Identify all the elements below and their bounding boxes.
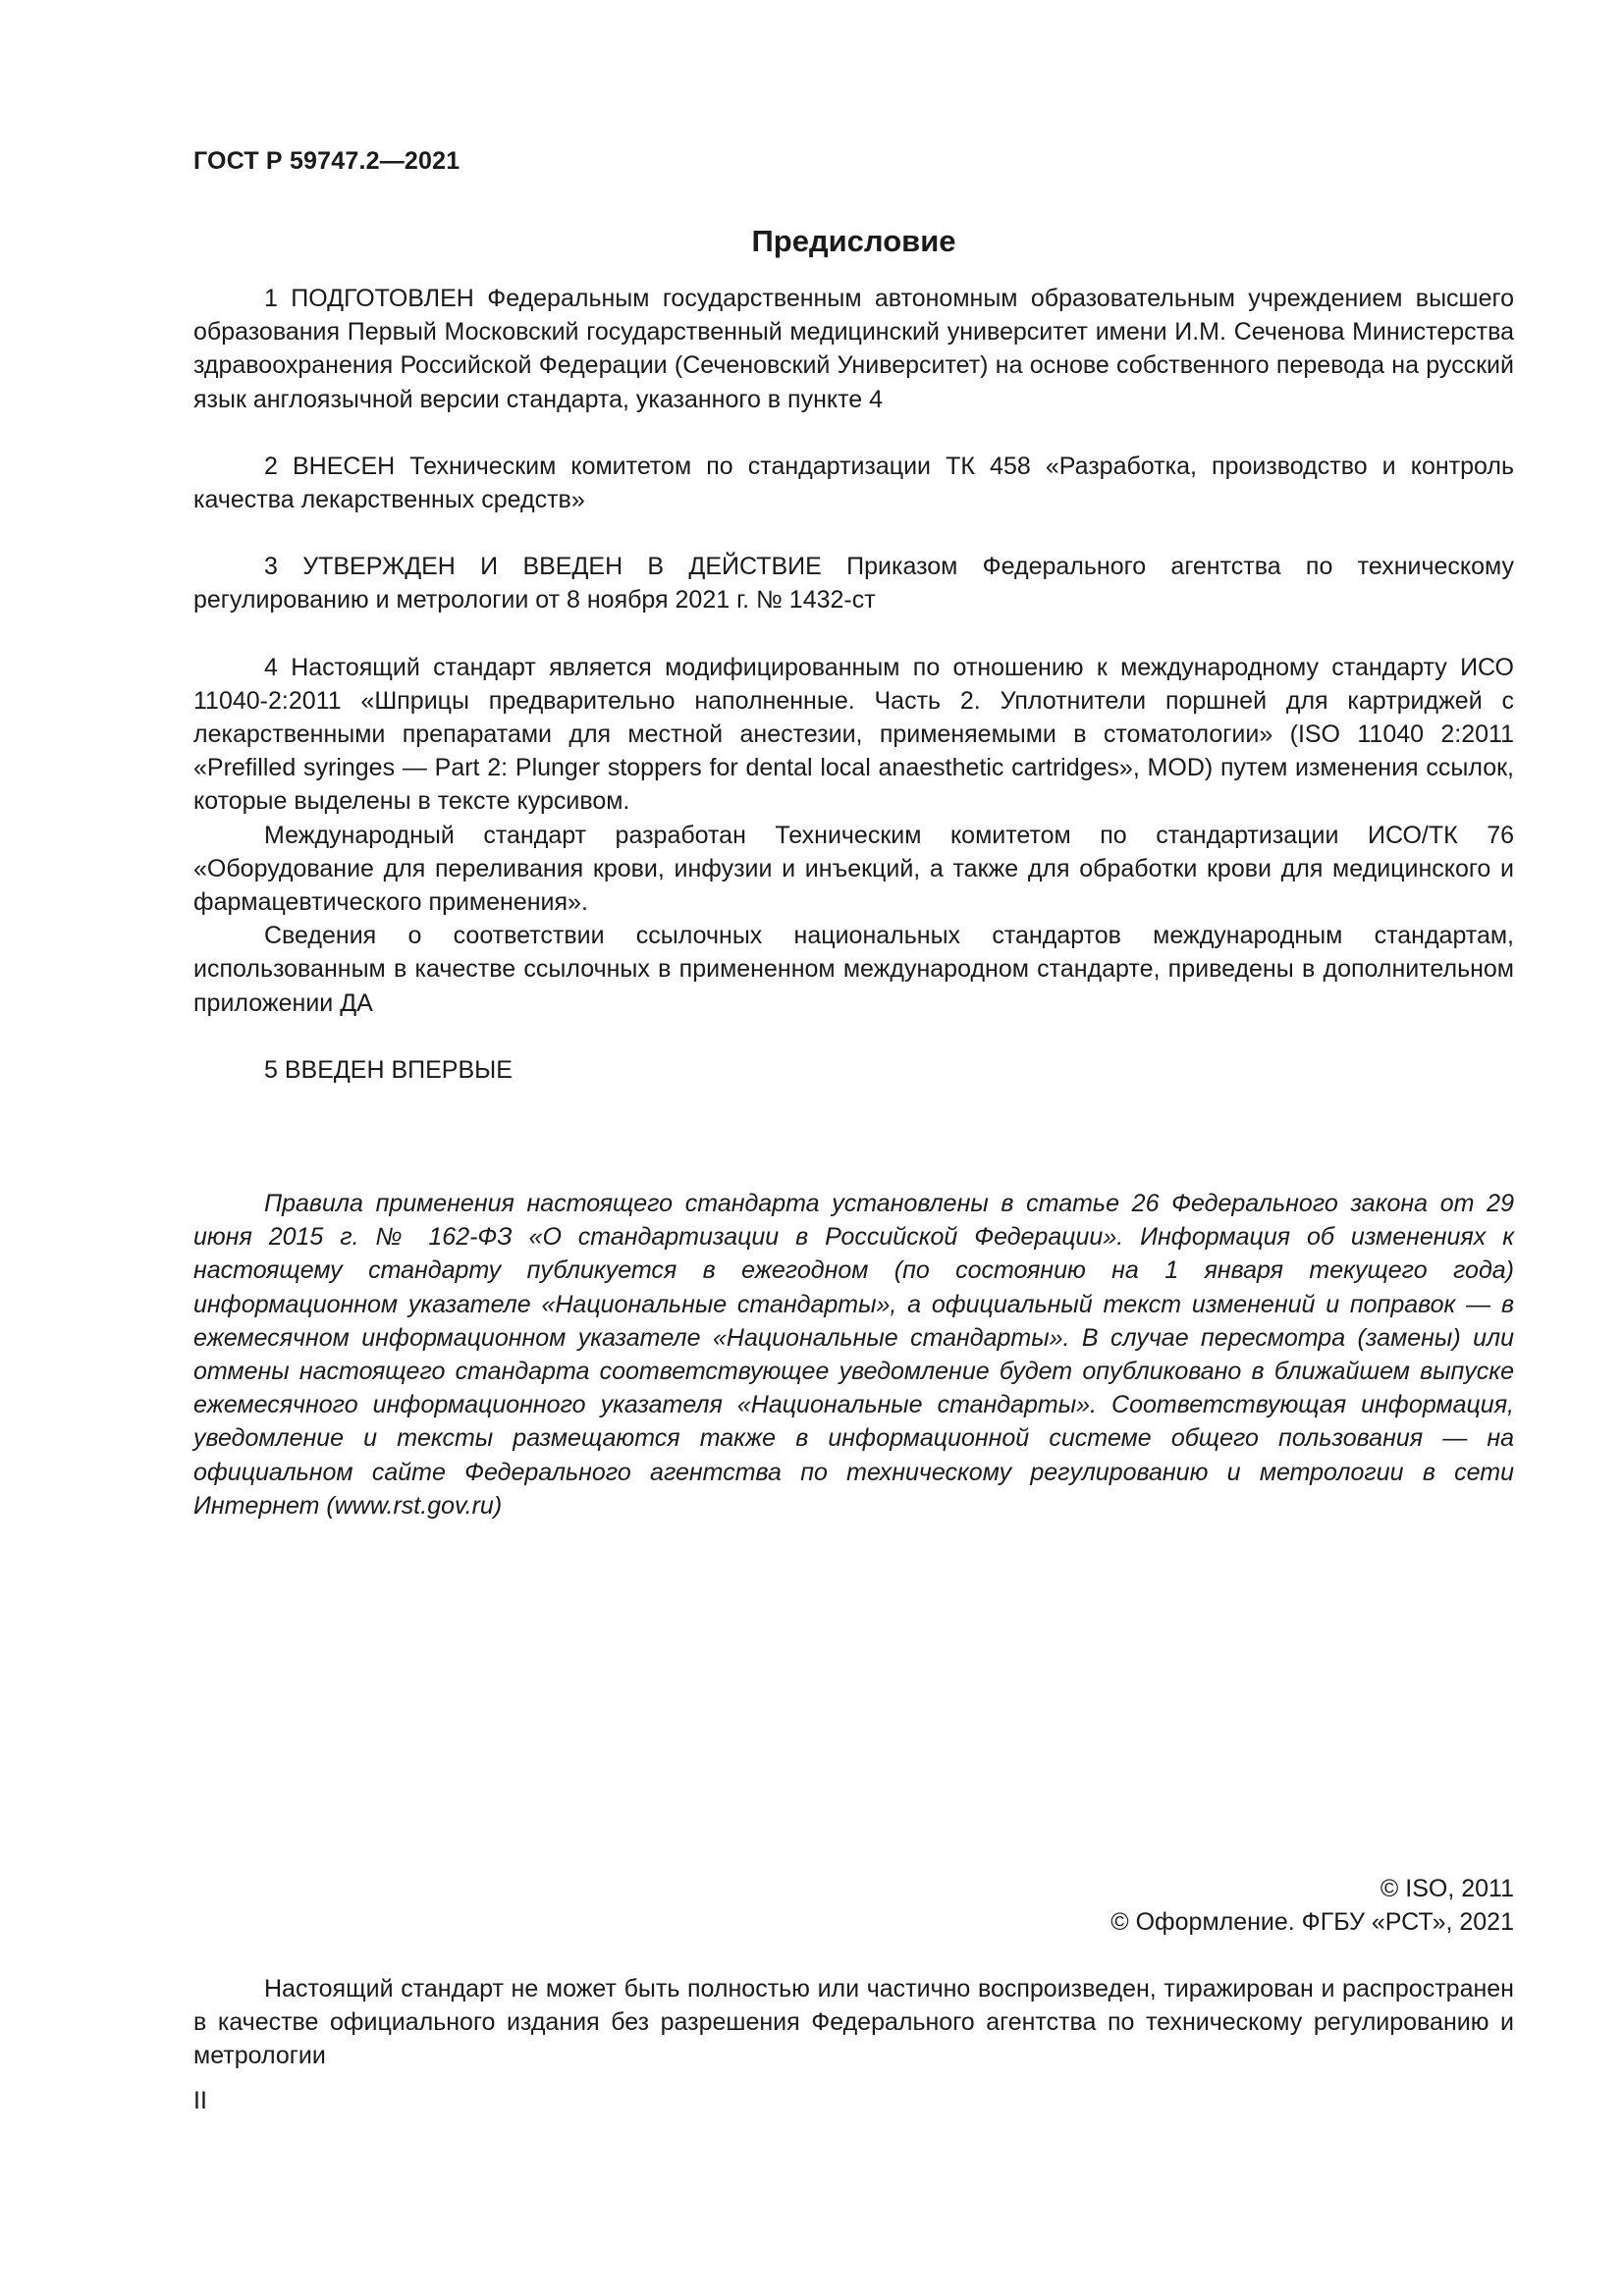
paragraph-introduced: 5 ВВЕДЕН ВПЕРВЫЕ [264, 1055, 513, 1084]
paragraph-references-info: Сведения о соответствии ссылочных национальных стандартов международным стандартам, использованным в качестве ссылочных в примененном международном стандарте, приведены в дополнительном приложении ДА [193, 922, 1514, 1017]
copyright-block [193, 1872, 1514, 1939]
standard-code: ГОСТ Р 59747.2—2021 [193, 147, 460, 175]
rules-notice: Правила применения настоящего стандарта установлены в статье 26 Федерального закона от 29 июня 2015 г. № 162-ФЗ «О стандартизации в Российской Федерации». Информация об изменениях к настоящему стандарту публикуется в ежегодном (по состоянию на 1 января текущего года) информационном указателе «Национальные стандарты», а официальный текст изменений и поправок — в ежемесячном информационном указателе «Национальные стандарты». В случае пересмотра (замены) или отмены настоящего стандарта соответствующее уведомление будет опубликовано в ближайшем выпуске ежемесячного информационного указателя «Национальные стандарты». Соответствующая информация, уведомление и тексты размещаются также в информационной системе общего пользования — на официальном сайте Федерального агентства по техническому регулированию и метрологии в сети Интернет (www.rst.gov.ru) [193, 1190, 1514, 1520]
paragraph-international-committee: Международный стандарт разработан Техническим комитетом по стандартизации ИСО/ТК 76 «Оборудование для переливания крови, инфузии и инъекций, а также для обработки крови для медицинского и фармацевтического применения». [193, 821, 1514, 917]
copyright-design: © Оформление. ФГБУ «РСТ», 2021 [1110, 1908, 1514, 1937]
paragraph-prepared: 1 ПОДГОТОВЛЕН Федеральным государственным автономным образовательным учреждением высшего образования Первый Московский государственный медицинский университет имени И.М. Сеченова Министерства здравоохранения Российской Федерации (Сеченовский Университет) на основе собственного перевода на русский язык англоязычной версии стандарта, указанного в пункте 4 [193, 285, 1514, 413]
page-number: II [193, 2087, 207, 2114]
reproduction-notice: Настоящий стандарт не может быть полностью или частично воспроизведен, тиражирован и распространен в качестве официального издания без разрешения Федерального агентства по техническому регулированию и метрологии [193, 1975, 1514, 2070]
paragraph-approved: 3 УТВЕРЖДЕН И ВВЕДЕН В ДЕЙСТВИЕ Приказом Федерального агентства по техническому регулированию и метрологии от 8 ноября 2021 г. № 1432-ст [193, 553, 1514, 614]
reproduction-notice-block [193, 1972, 1514, 2073]
paragraph-submitted: 2 ВНЕСЕН Техническим комитетом по стандартизации ТК 458 «Разработка, производство и контроль качества лекарственных средств» [193, 452, 1514, 514]
preface-body [193, 282, 1514, 1522]
page-title: Предисловие [751, 224, 956, 258]
copyright-iso: © ISO, 2011 [1380, 1875, 1514, 1902]
paragraph-modified: 4 Настоящий стандарт является модифицированным по отношению к международному стандарту ИСО 11040-2:2011 «Шприцы предварительно наполненные. Часть 2. Уплотнители поршней для картриджей с лекарственными препаратами для местной анестезии, применяемыми в стоматологии» (ISO 11040 2:2011 «Prefilled syringes — Part 2: Plunger stoppers for dental local anaesthetic cartridges», MOD) путем изменения ссылок, которые выделены в тексте курсивом. [193, 653, 1514, 816]
